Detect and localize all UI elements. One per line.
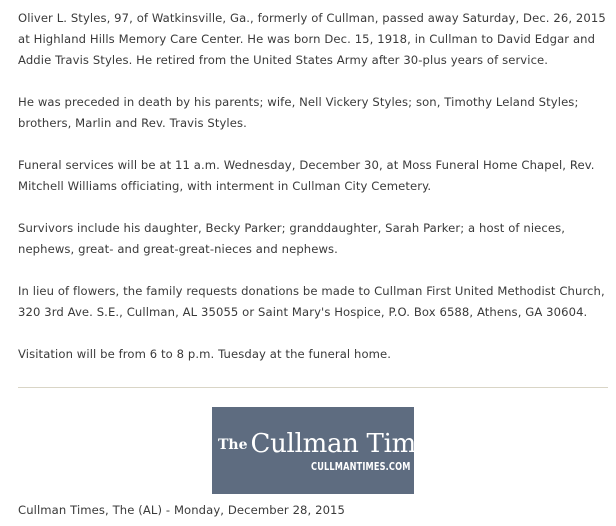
logo-url: CULLMANTIMES.COM [310,461,410,473]
obituary-body [18,8,608,365]
logo-wordmark [218,431,444,457]
obituary-paragraph-preceded: He was preceded in death by his parents; wife, Nell Vickery Styles; son, Timothy Leland Styles; brothers, Marlin and Rev. Travis Styles. [18,95,579,130]
cullman-times-logo [212,407,445,494]
obituary-paragraph-survivors: Survivors include his daughter, Becky Parker; granddaughter, Sarah Parker; a host of nieces, nephews, great- and great-great-nieces and nephews. [18,221,566,256]
obituary-paragraph-visitation: Visitation will be from 6 to 8 p.m. Tuesday at the funeral home. [18,347,392,361]
obituary-paragraph-donations: In lieu of flowers, the family requests donations be made to Cullman First United Methodist Church, 320 3rd Ave. S.E., Cullman, AL 35055 or Saint Mary's Hospice, P.O. Box 6588, Athens, GA 30604. [18,284,605,319]
logo-name: Cullman Times [250,429,445,459]
obituary-paragraph-intro: Oliver L. Styles, 97, of Watkinsville, Ga., formerly of Cullman, passed away Saturday, Dec. 26, 2015 at Highland Hills Memory Care Center. He was born Dec. 15, 1918, in Cullman to David Edgar and Addie Travis Styles. He retired from the United States Army after 30-plus years of service. [18,11,606,67]
obituary-paragraph-services: Funeral services will be at 11 a.m. Wednesday, December 30, at Moss Funeral Home Chapel, Rev. Mitchell Williams officiating, with interment in Cullman City Cemetery. [18,158,595,193]
source-line: Cullman Times, The (AL) - Monday, December 28, 2015 [18,503,346,517]
logo-the: The [218,437,248,453]
section-divider [18,387,608,388]
